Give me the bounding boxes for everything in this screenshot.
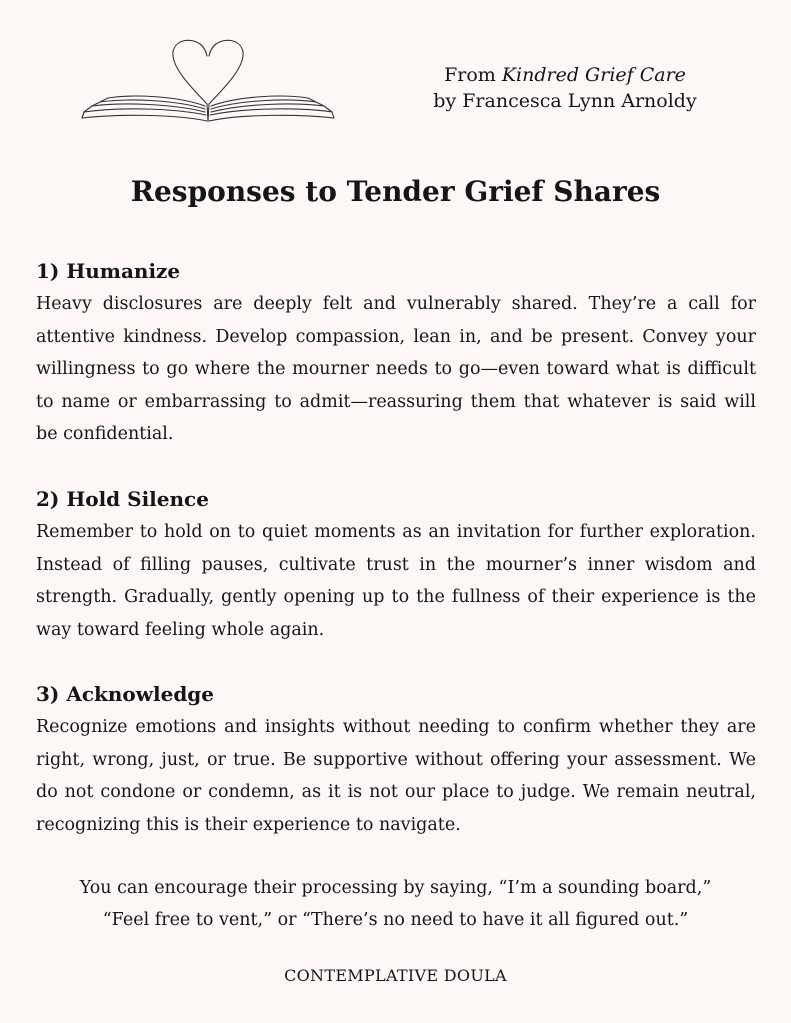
section-acknowledge: [36, 679, 756, 841]
open-book-heart-icon: [78, 38, 340, 122]
section-heading: 3) Acknowledge: [36, 682, 215, 706]
section-body: Recognize emotions and insights without needing to confirm whether they are right, wrong, just, or true. Be supportive without offering your assessment. We do not condone or condemn, as it is not our place to judge. We remain neutral, recognizing this is their experience to navigate.: [36, 717, 756, 835]
closing-line-1: You can encourage their processing by saying, “I’m a sounding board,”: [79, 878, 712, 898]
closing-quote: [40, 872, 751, 936]
from-prefix: From: [444, 64, 496, 86]
source-line: [400, 62, 730, 88]
author-line: by Francesca Lynn Arnoldy: [433, 90, 697, 112]
section-heading: 1) Humanize: [36, 259, 181, 283]
footer-brand: CONTEMPLATIVE DOULA: [284, 966, 507, 985]
section-heading: 2) Hold Silence: [36, 487, 209, 511]
closing-line-2: “Feel free to vent,” or “There’s no need to have it all figured out.”: [102, 910, 689, 930]
section-hold-silence: [36, 484, 756, 646]
section-body: Remember to hold on to quiet moments as an invitation for further exploration. Instead of filling pauses, cultivate trust in the mourner’s inner wisdom and strength. Gradually, gently opening up to the fullness of their experience is the way toward feeling whole again.: [36, 522, 756, 640]
book-title: Kindred Grief Care: [501, 64, 686, 86]
book-attribution: [400, 62, 730, 114]
section-humanize: [36, 256, 756, 451]
section-body: Heavy disclosures are deeply felt and vulnerably shared. They’re a call for attentive kindness. Develop compassion, lean in, and be present. Convey your willingness to go where the mourner needs to go—even toward what is difficult to name or embarrassing to admit—reassuring them that whatever is said will be confidential.: [36, 294, 756, 444]
page-title: Responses to Tender Grief Shares: [130, 175, 661, 208]
